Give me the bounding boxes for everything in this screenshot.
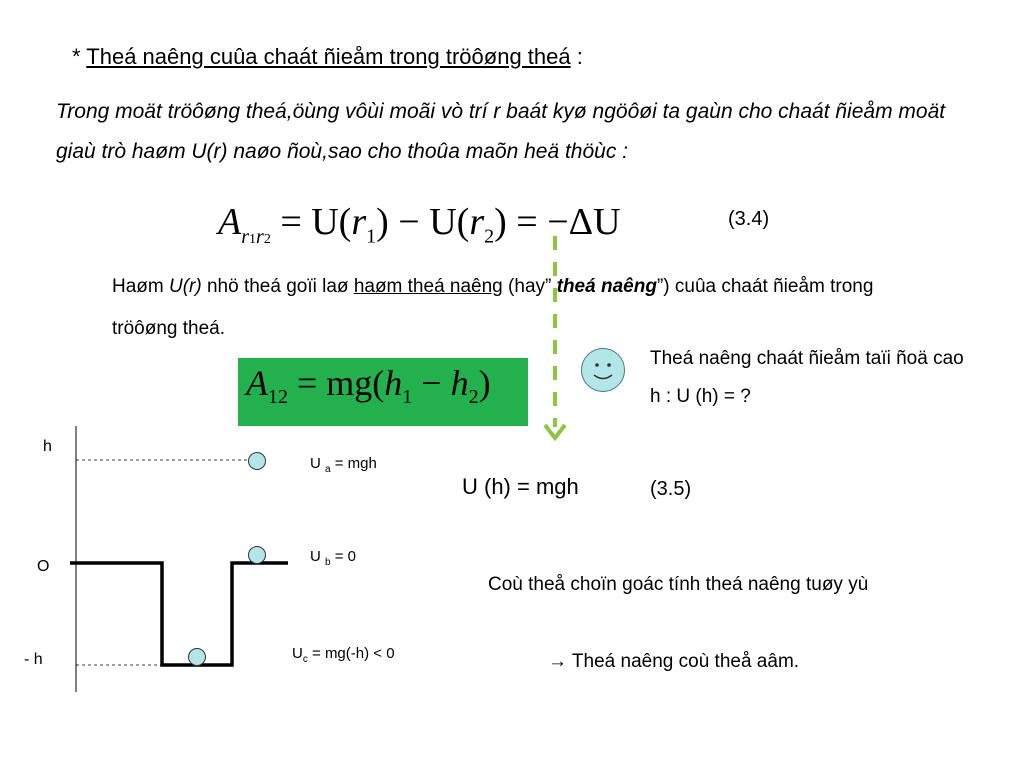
ua-sub: a: [325, 464, 331, 475]
formula1-r2-sub: 2: [484, 225, 495, 248]
formula2-minus: −: [412, 363, 451, 403]
ub-rest: = 0: [330, 548, 357, 565]
ball-c: [188, 648, 206, 666]
formula1-rhs-1: = U(: [270, 201, 352, 243]
formula2-A: A: [246, 363, 268, 403]
ub-sub: b: [325, 557, 331, 568]
axis-label-origin: O: [37, 558, 50, 575]
title-text: Theá naêng cuûa chaát ñieåm trong tröôøng theá: [86, 44, 571, 69]
uc-rest: = mg(-h) < 0: [307, 645, 395, 662]
ground-profile: [70, 563, 288, 665]
desc-part2: nhö theá goïi laø: [201, 276, 354, 297]
label-ua: [310, 455, 377, 475]
slide-title: [72, 44, 583, 70]
ua-rest: = mgh: [330, 455, 377, 472]
result-formula: U (h) = mgh: [462, 474, 579, 499]
equation-number-3-5: (3.5): [650, 478, 692, 500]
desc-func: U(r): [169, 276, 202, 297]
formula2-h1-sub: 1: [402, 386, 413, 409]
formula1-r2: r: [469, 201, 485, 243]
formula-gravity-work: [246, 362, 491, 409]
formula1-r1-sub: 1: [366, 225, 377, 248]
formula1-rhs-2: ) − U(: [376, 201, 470, 243]
formula1-A: A: [218, 201, 242, 243]
label-uc: [292, 645, 395, 665]
ball-b: [248, 546, 266, 564]
title-star: *: [72, 44, 87, 69]
label-ub: [310, 548, 356, 568]
desc-bold: theá naêng: [556, 276, 657, 297]
title-colon: :: [570, 44, 583, 69]
formula1-sub-1: 1: [249, 231, 257, 247]
desc-part4: ”) cuûa chaát ñieåm trong tröôøng theá.: [112, 276, 874, 339]
smiley-face-icon: [581, 348, 625, 392]
uc-main: U: [292, 645, 303, 662]
formula1-sub-r1: r: [241, 225, 250, 248]
choose-origin-note: Coù theå choïn goác tính theá naêng tuøy yù: [488, 574, 869, 595]
formula1-r1: r: [351, 201, 367, 243]
formula1-rhs-3: ) = −ΔU: [494, 201, 621, 243]
intro-paragraph: Trong moät tröôøng theá,öùng vôùi moãi vò trí r baát kyø ngöôøi ta gaùn cho chaát ñieåm moät giaù trò haøm U(r) naøo ñoù,sao cho thoûa maõn heä thöùc :: [56, 100, 946, 163]
ua-main: U: [310, 455, 321, 472]
equation-number-3-4: (3.4): [728, 208, 770, 230]
desc-underlined: haøm theá naêng: [353, 276, 503, 297]
desc-part3: (hay”: [502, 276, 557, 297]
formula2-h2-sub: 2: [468, 386, 479, 409]
description-paragraph: [112, 266, 912, 350]
formula2-rhs-1: = mg(: [288, 363, 385, 403]
question-text: Theá naêng chaát ñieåm taïi ñoä cao h : U (h) = ?: [650, 348, 964, 407]
formula1-sub-r2: r: [256, 225, 264, 248]
dashed-down-arrow-icon: [540, 232, 570, 444]
axis-label-minus-h: - h: [24, 651, 43, 668]
formula2-h1: h: [384, 363, 403, 403]
conclusion-note: → Theá naêng coù theå aâm.: [548, 651, 800, 672]
axis-label-h: h: [43, 438, 52, 455]
formula2-A-sub: 12: [268, 386, 288, 409]
ub-main: U: [310, 548, 321, 565]
formula2-close: ): [478, 363, 491, 403]
formula1-sub-2: 2: [263, 231, 271, 247]
formula2-h2: h: [450, 363, 469, 403]
desc-part1: Haøm: [112, 276, 169, 297]
uc-sub: c: [302, 654, 308, 665]
ball-a: [248, 452, 266, 470]
